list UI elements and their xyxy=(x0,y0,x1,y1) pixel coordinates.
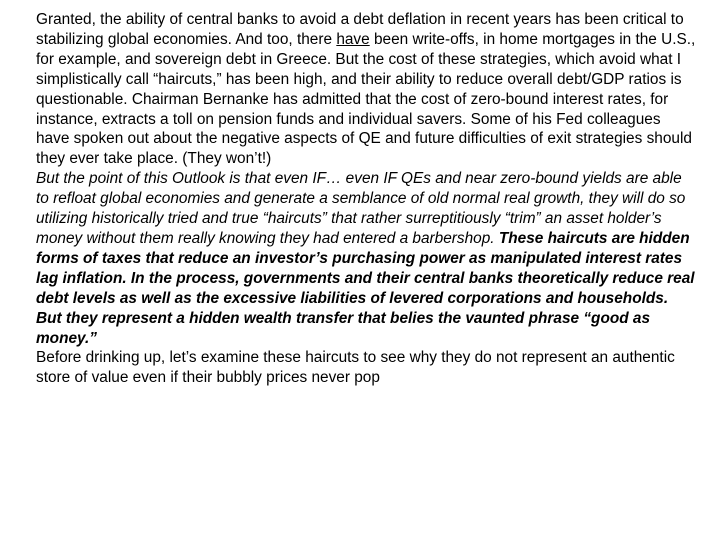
paragraph-closing: Before drinking up, let’s examine these haircuts to see why they do not represent an authentic store of value even if their bubbly prices never pop xyxy=(36,349,675,387)
underlined-word-have: have xyxy=(336,30,370,48)
paragraph-intro-text-end: been write-offs, in home mortgages in the U.S., for example, and sovereign debt in Greece. But the cost of these strategies, which avoid what I simplistically call “haircuts,” has been high, and their ability to reduce overall debt/GDP ratios is questionable. Chairman Bernanke has admitted that the cost of zero-bound interest rates, for instance, extracts a toll on pension funds and individual savers. Some of his Fed colleagues have spoken out about the negative aspects of QE and future difficulties of exit strategies should they ever take place. (They won’t!) xyxy=(36,30,696,168)
paragraph-intro xyxy=(36,10,698,169)
paragraph-outlook-italic-text: But the point of this Outlook is that even IF… even IF QEs and near zero-bound yields are able to refloat global economies and generate a semblance of old normal real growth, they will do so utilizing historically tried and true “haircuts” that rather surreptitiously “trim” an asset holder’s money without them really knowing they had entered a barbershop. xyxy=(36,170,686,247)
paragraph-outlook xyxy=(36,169,698,348)
paragraph-outlook-emphasis-text: These haircuts are hidden forms of taxes that reduce an investor’s purchasing power as manipulated interest rates lag inflation. In the process, governments and their central banks theoretically reduce real debt levels as well as the excessive liabilities of levered corporations and households. But they represent a hidden wealth transfer that belies the vaunted phrase “good as money.” xyxy=(36,229,695,347)
paragraph-intro-text-start: Granted, the ability of central banks to avoid a debt deflation in recent years has been critical to stabilizing global economies. And too, there xyxy=(36,11,684,48)
